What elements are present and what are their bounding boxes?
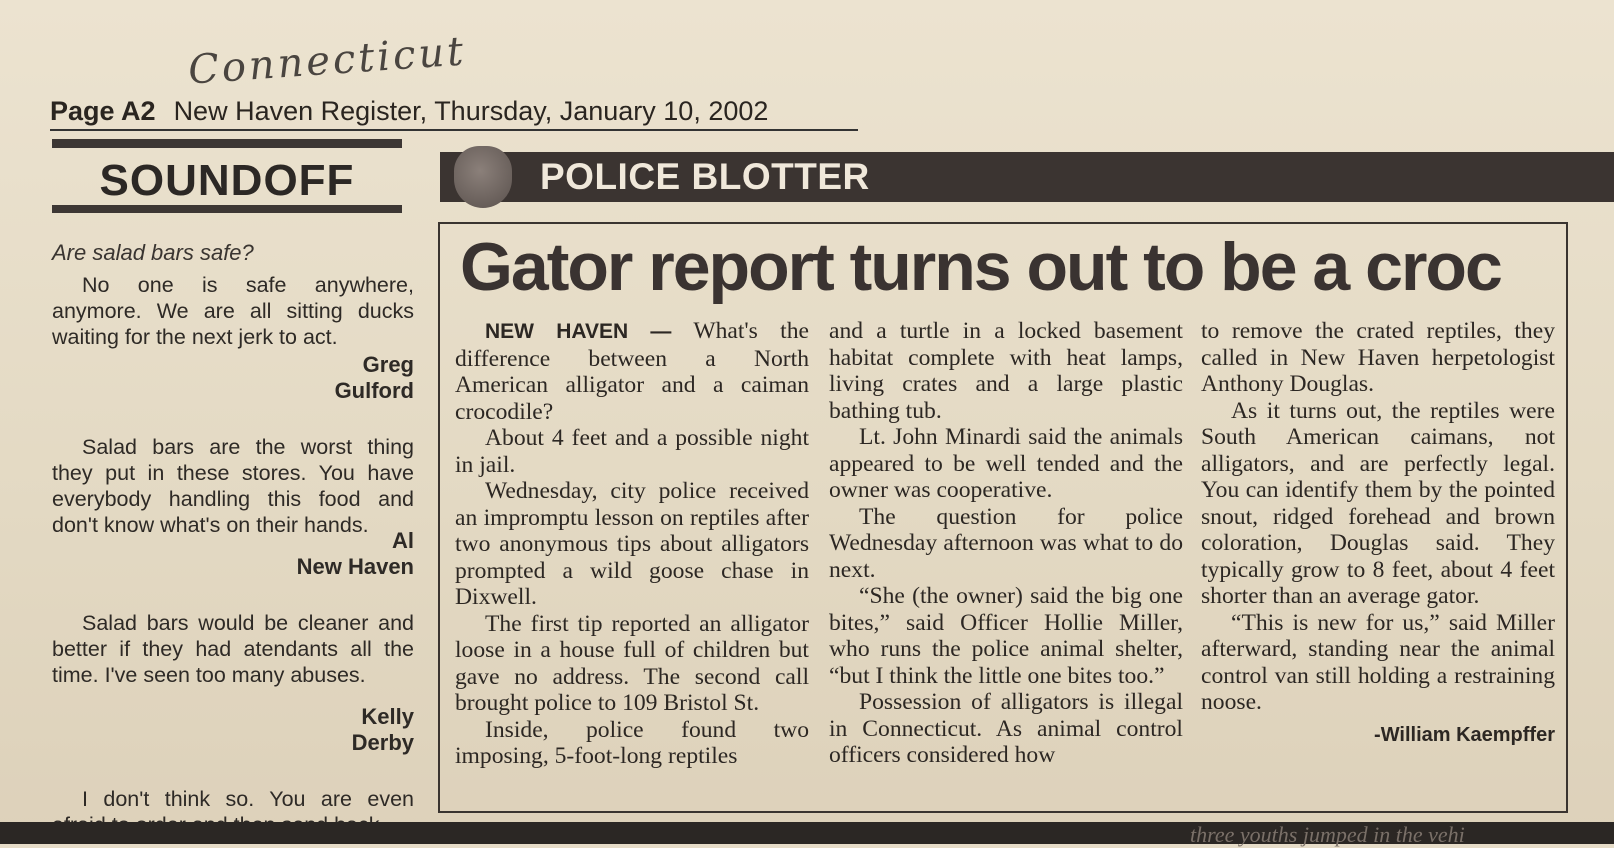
story-paragraph: Wednesday, city police received an impromptu lesson on reptiles after two anonymous tips about alligators prompted a wild goose chase in Dixwell. (455, 478, 809, 610)
story-paragraph: As it turns out, the reptiles were South American caimans, not alligators, and are perfectly legal. You can identify them by the pointed snout, ridged forehead and brown coloration, Douglas said. They typically grow to 8 feet, about 4 feet shorter than an average gator. (1201, 397, 1555, 609)
soundoff-entry-name: Al (392, 528, 414, 553)
page-folio (50, 96, 858, 131)
story-column-2 (829, 318, 1183, 769)
dateline: NEW HAVEN — (485, 320, 672, 343)
soundoff-entry-town: Gulford (334, 378, 414, 403)
soundoff-question: Are salad bars safe? (52, 240, 254, 265)
story-paragraph: to remove the crated reptiles, they called in New Haven herpetologist Anthony Douglas. (1201, 318, 1555, 397)
soundoff-rule-bottom (52, 205, 402, 213)
soundoff-entry-text: I don't think so. You are even (82, 787, 414, 811)
story-paragraph: Inside, police found two imposing, 5-foot-long reptiles (455, 716, 809, 769)
police-badge-icon (454, 146, 512, 208)
story-paragraph: Lt. John Minardi said the animals appeared to be well tended and the owner was cooperative. (829, 424, 1183, 503)
soundoff-entry-text: Salad bars would be cleaner and better if they had atendants all the time. I've seen too many abuses. (52, 611, 414, 687)
story-paragraph: About 4 feet and a possible night in jail. (455, 425, 809, 478)
story-paragraph: The question for police Wednesday afternoon was what to do next. (829, 503, 1183, 583)
handwritten-note: Connecticut (186, 28, 468, 94)
story-column-3 (1201, 318, 1555, 748)
soundoff-entry-name: Kelly (361, 704, 414, 729)
soundoff-rule-top (52, 139, 402, 148)
story-paragraph: Possession of alligators is illegal in Connecticut. As animal control officers considered how (829, 689, 1183, 768)
story-column-1 (455, 318, 809, 770)
page-number: Page A2 (50, 96, 156, 126)
soundoff-entry-text: No one is safe anywhere, anymore. We are all sitting ducks waiting for the next jerk to act. (52, 273, 414, 349)
soundoff-entry-town: New Haven (296, 554, 414, 579)
soundoff-title: SOUNDOFF (99, 156, 355, 205)
byline: -William Kaempffer (1374, 723, 1555, 746)
story-paragraph: “This is new for us,” said Miller afterward, standing near the animal control van still holding a restraining noose. (1201, 609, 1555, 715)
soundoff-entry-name: Greg (362, 352, 414, 377)
story-paragraph: What's the difference between a North American alligator and a caiman crocodile? (455, 318, 809, 425)
story-paragraph: and a turtle in a locked basement habitat complete with heat lamps, living crates and a large plastic bathing tub. (829, 318, 1183, 424)
section-title: POLICE BLOTTER (540, 156, 870, 197)
story-paragraph: “She (the owner) said the big one bites,” said Officer Hollie Miller, who runs the police animal shelter, “but I think the little one bites too.” (829, 583, 1183, 689)
soundoff-entry-text: Salad bars are the worst thing they put in these stores. You have everybody handling this food and don't know what's on their hands. (52, 435, 414, 537)
soundoff-entry-town: Derby (351, 730, 414, 755)
story-paragraph: The first tip reported an alligator loose in a house full of children but gave no address. The second call brought police to 109 Bristol St. (455, 610, 809, 716)
headline: Gator report turns out to be a croc (460, 229, 1501, 305)
paper-date-line: New Haven Register, Thursday, January 10, 2002 (173, 96, 769, 126)
torn-fragment-text: three youths jumped in the vehi (1190, 822, 1465, 847)
